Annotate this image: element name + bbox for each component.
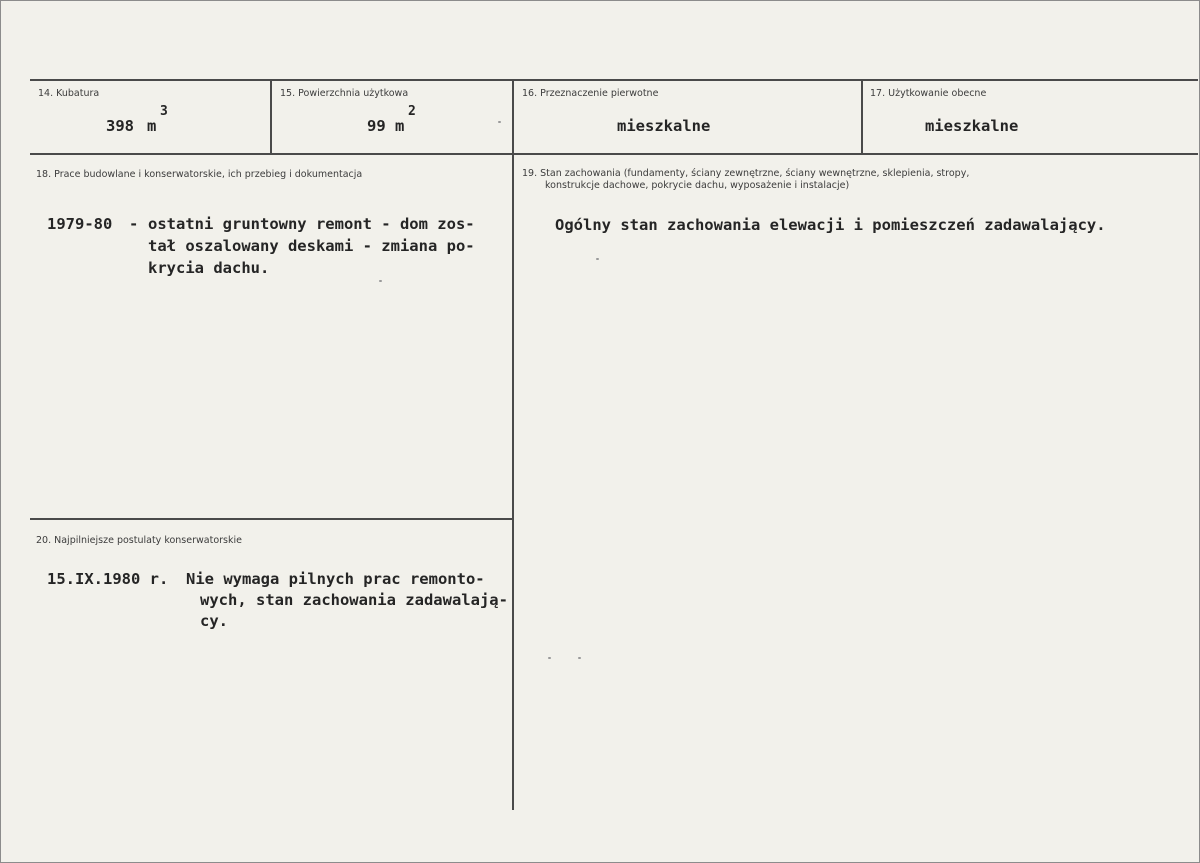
field-20-line: wych, stan zachowania zadawalają- <box>200 591 508 609</box>
field-18-dash: - <box>129 215 139 233</box>
center-divider <box>512 79 514 810</box>
field-16-label: 16. Przeznaczenie pierwotne <box>522 88 659 99</box>
top-rule <box>30 79 1198 81</box>
field-15-exponent: 2 <box>408 104 416 119</box>
field-20-line: cy. <box>200 612 228 630</box>
field-15-value: 99 <box>367 117 386 135</box>
field-18-line: krycia dachu. <box>148 259 270 277</box>
field-20-date: 15.IX.1980 r. <box>47 570 169 588</box>
field-20-line: Nie wymaga pilnych prac remonto- <box>186 570 485 588</box>
field-14-exponent: 3 <box>160 104 168 119</box>
field-14-label: 14. Kubatura <box>38 88 100 99</box>
field-14-unit: m <box>147 117 157 135</box>
field-19-value: Ogólny stan zachowania elewacji i pomieszczeń zadawalający. <box>555 216 1106 234</box>
paper-speck <box>578 657 581 659</box>
field-14-value: 398 <box>106 117 134 135</box>
field-18-line: tał oszalowany deskami - zmiana po- <box>148 237 475 255</box>
field-20-label: 20. Najpilniejsze postulaty konserwatorskie <box>36 535 242 546</box>
field-18-line: ostatni gruntowny remont - dom zos- <box>148 215 475 233</box>
paper-speck <box>379 280 382 282</box>
field-17-label: 17. Użytkowanie obecne <box>870 88 987 99</box>
field-17-value: mieszkalne <box>925 117 1019 135</box>
paper-speck <box>548 657 551 659</box>
field-18-year: 1979-80 <box>47 215 113 233</box>
divider-14-15 <box>270 79 272 155</box>
divider-16-17 <box>861 79 863 155</box>
paper-speck <box>596 258 599 260</box>
field-16-value: mieszkalne <box>617 117 711 135</box>
field-19-label: 19. Stan zachowania (fundamenty, ściany zewnętrzne, ściany wewnętrzne, sklepienia, stropy, <box>522 168 970 179</box>
field-19-label-cont: konstrukcje dachowe, pokrycie dachu, wyposażenie i instalacje) <box>545 180 850 191</box>
row2-rule <box>30 153 1198 155</box>
paper-speck <box>498 121 501 123</box>
field-15-label: 15. Powierzchnia użytkowa <box>280 88 409 99</box>
section20-rule <box>30 518 512 520</box>
field-18-label: 18. Prace budowlane i konserwatorskie, ich przebieg i dokumentacja <box>36 169 363 180</box>
field-15-unit: m <box>395 117 405 135</box>
